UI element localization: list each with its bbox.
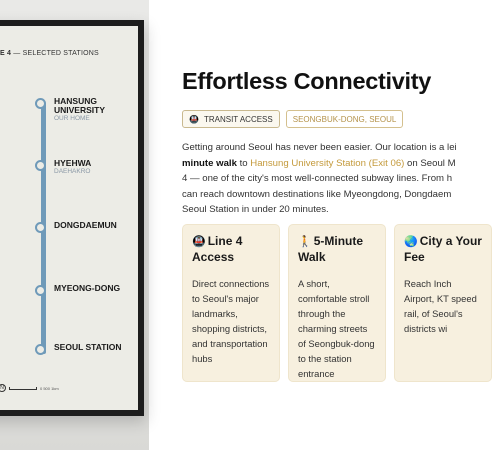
poster-wall — [0, 0, 149, 450]
station-name: DONGDAEMUN — [54, 220, 117, 230]
card-title: 🚶 5-Minute Walk — [298, 234, 364, 264]
walking-icon: 🚶 — [298, 236, 312, 248]
feature-cards — [182, 224, 492, 382]
description-line: Getting around Seoul has never been easier. Our location is a lei — [182, 142, 457, 153]
subway-map-poster — [0, 26, 138, 410]
description-line: can reach downtown destinations like Myeongdong, Dongdaem — [182, 188, 452, 200]
feature-card-line4 — [182, 224, 280, 382]
header-separator: — — [11, 50, 23, 57]
description-line: Seoul Station in under 20 minutes. — [182, 204, 329, 215]
scale-bar — [9, 387, 37, 390]
metro-icon: 🚇 — [189, 114, 199, 124]
station-sub: OUR HOME — [54, 115, 90, 122]
scale-text: 0 500 1km — [40, 385, 59, 391]
card-description: Reach Inch Airport, KT speed rail, of Seoul's districts wi — [404, 278, 477, 334]
feature-card-walk — [288, 224, 386, 382]
line-label: E 4 — [0, 50, 12, 57]
transit-access-tag — [182, 110, 280, 128]
card-description: A short, comfortable stroll through the charming streets of Seongbuk-dong to the station entrance — [298, 278, 375, 379]
station-dot — [35, 222, 46, 233]
card-title: 🌏 City a Your Fee — [404, 234, 482, 264]
transit-section — [182, 0, 482, 450]
tag-row — [182, 110, 403, 128]
station-link[interactable]: Hansung University Station (Exit 06) — [250, 157, 405, 169]
tag-label: TRANSIT ACCESS — [203, 114, 273, 124]
station-name: HANSUNG UNIVERSITY — [54, 96, 106, 115]
station-name: SEOUL STATION — [54, 342, 122, 352]
compass-icon: N — [0, 384, 6, 392]
section-description — [182, 140, 482, 218]
poster-header — [0, 50, 99, 57]
globe-icon: 🌏 — [404, 236, 418, 248]
station-dot — [35, 344, 46, 355]
card-description: Direct connections to Seoul's major landmarks, shopping districts, and transportation hubs — [192, 278, 270, 364]
station-name: HYEHWA — [54, 158, 92, 168]
station-dot — [35, 98, 46, 109]
section-title: Effortless Connectivity — [182, 68, 432, 94]
header-text: SELECTED STATIONS — [22, 50, 99, 57]
highlight-text: minute walk — [182, 157, 237, 169]
station-dot — [35, 160, 46, 171]
feature-card-city — [394, 224, 492, 382]
location-tag — [286, 110, 404, 128]
description-line: minute walk to Hansung University Station (Exit 06) on Seoul M — [182, 157, 456, 169]
poster-frame — [0, 20, 144, 416]
station-dot — [35, 285, 46, 296]
station-sub: DAEHAKRO — [54, 168, 91, 175]
metro-icon: 🚇 — [192, 236, 206, 248]
tag-label: SEONGBUK-DONG, SEOUL — [292, 114, 397, 124]
map-scale — [0, 384, 59, 392]
card-title: 🚇 Line 4 Access — [192, 234, 243, 264]
station-name: MYEONG-DONG — [54, 283, 121, 293]
description-line: 4 — one of the city's most well-connected subway lines. From h — [182, 173, 453, 184]
